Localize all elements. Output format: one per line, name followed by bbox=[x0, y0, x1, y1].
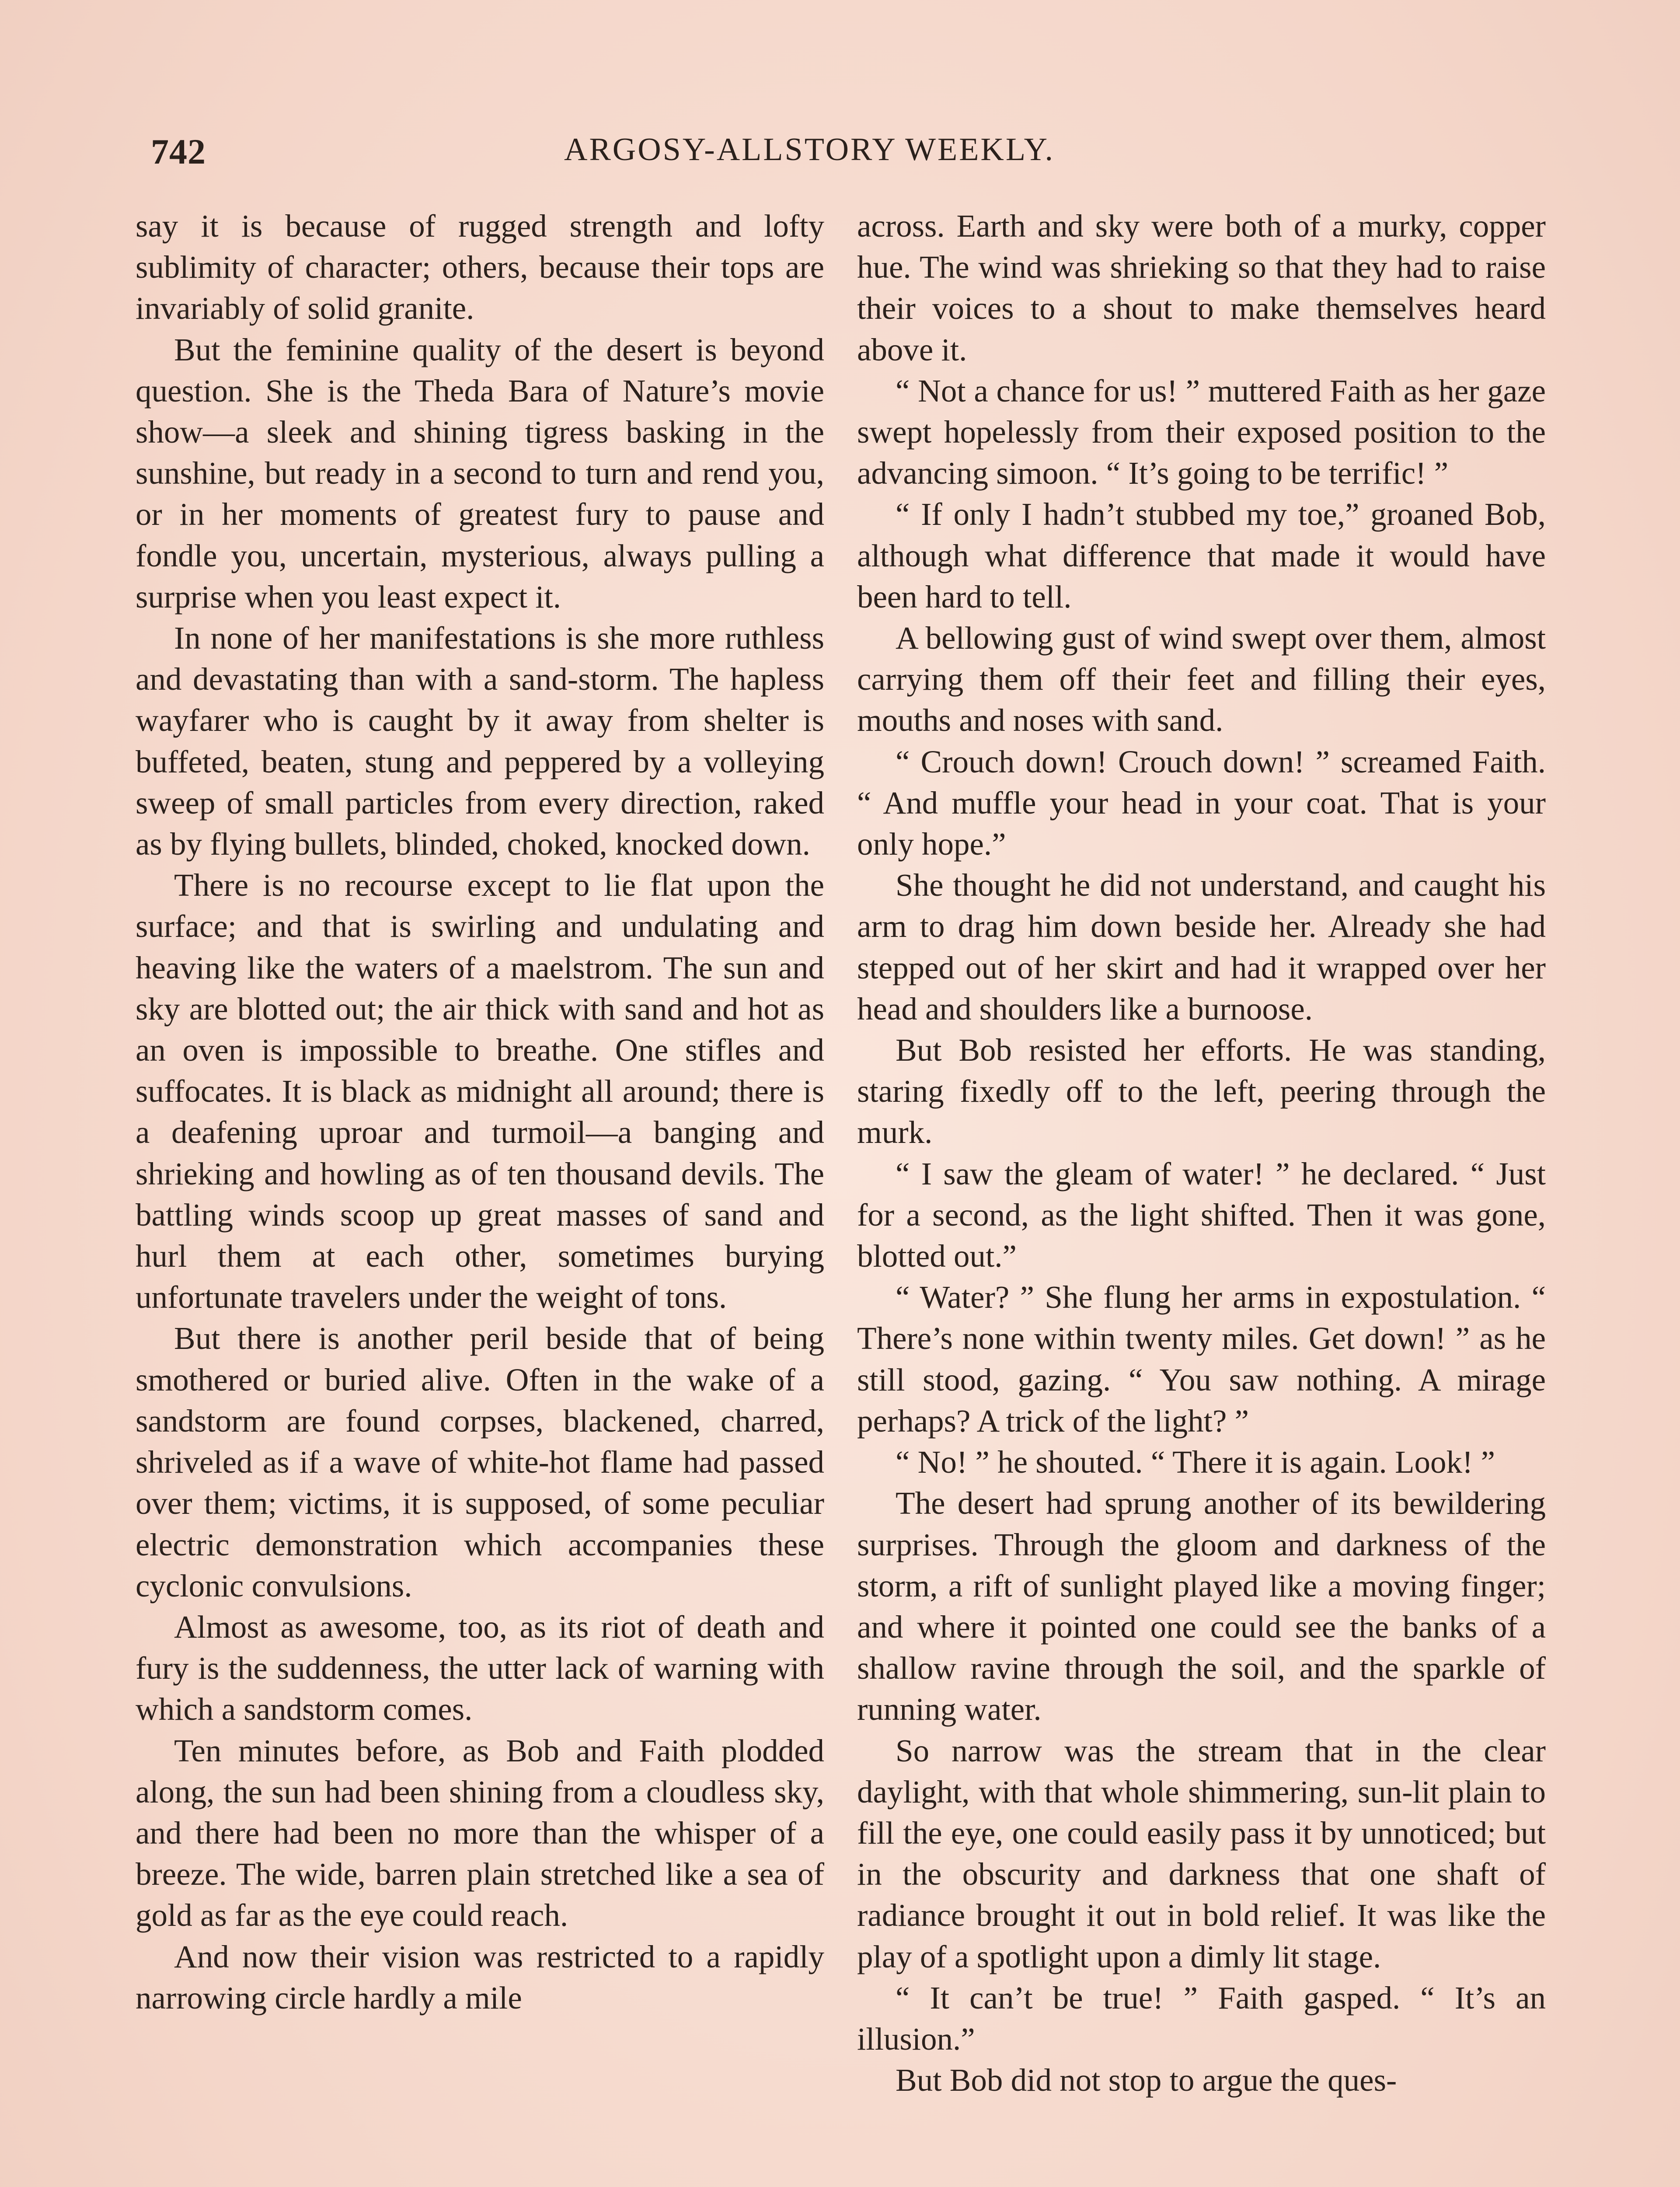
paragraph: say it is because of rugged strength and lofty sublimity of character; others, because their tops are invariably of solid granite. bbox=[136, 208, 824, 326]
paragraph: “ It can’t be true! ” Faith gasped. “ It’s an illusion.” bbox=[857, 1980, 1546, 2057]
right-column bbox=[857, 206, 1546, 2101]
paragraph: Almost as awesome, too, as its riot of death and fury is the suddenness, the utter lack of warning with which a sandstorm comes. bbox=[136, 1609, 824, 1727]
paragraph: “ I saw the gleam of water! ” he declared. “ Just for a second, as the light shifted. Then it was gone, blotted out.” bbox=[857, 1156, 1546, 1274]
paragraph: “ Crouch down! Crouch down! ” screamed Faith. “ And muffle your head in your coat. That is your only hope.” bbox=[857, 744, 1546, 862]
paragraph: She thought he did not understand, and caught his arm to drag him down beside her. Already she had stepped out of her skirt and had it wrapped over her head and shoulders like a burnoose. bbox=[857, 867, 1546, 1027]
paragraph: In none of her manifestations is she more ruthless and devastating than with a sand-storm. The hapless wayfarer who is caught by it away from shelter is buffeted, beaten, stung and peppered by a volleying sweep of small particles from every direction, raked as by flying bullets, blinded, choked, knocked down. bbox=[136, 620, 824, 862]
paragraph: There is no recourse except to lie flat upon the surface; and that is swirling and undulating and heaving like the waters of a maelstrom. The sun and sky are blotted out; the air thick with sand and hot as an oven is impossible to breathe. One stifles and suffocates. It is black as midnight all around; there is a deafening uproar and turmoil—a banging and shrieking and howling as of ten thousand devils. The battling winds scoop up great masses of sand and hurl them at each other, sometimes burying unfortunate travelers under the weight of tons. bbox=[136, 867, 824, 1315]
paragraph: And now their vision was restricted to a rapidly narrowing circle hardly a mile bbox=[136, 1939, 824, 2016]
paragraph: across. Earth and sky were both of a murky, copper hue. The wind was shrieking so that they had to raise their voices to a shout to make themselves heard above it. bbox=[857, 208, 1546, 367]
paragraph: “ Not a chance for us! ” muttered Faith as her gaze swept hopelessly from their exposed position to the advancing simoon. “ It’s going to be terrific! ” bbox=[857, 373, 1546, 491]
paragraph: But Bob did not stop to argue the ques- bbox=[896, 2062, 1397, 2098]
paragraph: “ If only I hadn’t stubbed my toe,” groaned Bob, although what difference that made it would have been hard to tell. bbox=[857, 496, 1546, 615]
paragraph: But Bob resisted her efforts. He was standing, staring fixedly off to the left, peering through the murk. bbox=[857, 1032, 1546, 1150]
paragraph: But there is another peril beside that of being smothered or buried alive. Often in the wake of a sandstorm are found corpses, blackened, charred, shriveled as if a wave of white-hot flame had passed over them; victims, it is supposed, of some peculiar electric demonstration which accompanies these cyclonic convulsions. bbox=[136, 1321, 824, 1604]
left-column bbox=[136, 206, 824, 2019]
paragraph: The desert had sprung another of its bewildering surprises. Through the gloom and darkness of the storm, a rift of sunlight played like a moving finger; and where it pointed one could see the banks of a shallow ravine through the soil, and the sparkle of running water. bbox=[857, 1485, 1546, 1727]
paragraph: “ Water? ” She flung her arms in expostulation. “ There’s none within twenty miles. Get down! ” as he still stood, gazing. “ You saw nothing. A mirage perhaps? A trick of the light? ” bbox=[857, 1279, 1546, 1439]
paragraph: So narrow was the stream that in the clear daylight, with that whole shimmering, sun-lit plain to fill the eye, one could easily pass it by unnoticed; but in the obscurity and darkness that one shaft of radiance brought it out in bold relief. It was like the play of a spotlight upon a dimly lit stage. bbox=[857, 1733, 1546, 1974]
page-number: 742 bbox=[151, 132, 206, 171]
paragraph: But the feminine quality of the desert is beyond question. She is the Theda Bara of Nature’s movie show—a sleek and shining tigress basking in the sunshine, but ready in a second to turn and rend you, or in her moments of greatest fury to pause and fondle you, uncertain, mysterious, always pulling a surprise when you least expect it. bbox=[136, 332, 824, 615]
running-head: ARGOSY-ALLSTORY WEEKLY. bbox=[564, 132, 1055, 168]
paragraph: Ten minutes before, as Bob and Faith plodded along, the sun had been shining from a cloudless sky, and there had been no more than the whisper of a breeze. The wide, barren plain stretched like a sea of gold as far as the eye could reach. bbox=[136, 1733, 824, 1933]
paragraph: A bellowing gust of wind swept over them, almost carrying them off their feet and filling their eyes, mouths and noses with sand. bbox=[857, 620, 1546, 738]
paragraph: “ No! ” he shouted. “ There it is again. Look! ” bbox=[896, 1444, 1495, 1480]
